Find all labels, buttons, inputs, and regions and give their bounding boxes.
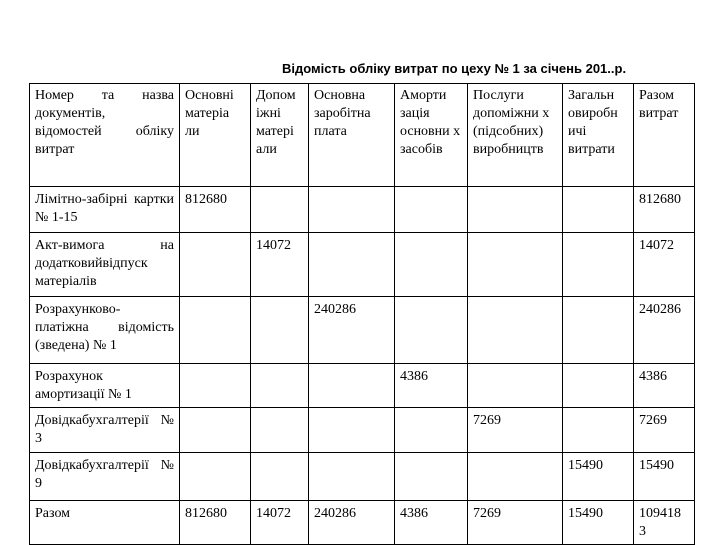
value-cell xyxy=(309,364,395,408)
value-cell xyxy=(395,453,468,501)
value-cell: 14072 xyxy=(251,233,309,297)
value-cell: 812680 xyxy=(180,187,251,233)
value-cell xyxy=(468,297,563,364)
totals-row xyxy=(30,501,695,545)
page-title: Відомість обліку витрат по цеху № 1 за січень 201..р. xyxy=(281,61,627,76)
header-row xyxy=(30,84,695,187)
header-cell-auxiliary-materials: Допом іжні матері али xyxy=(251,84,309,187)
total-auxiliary-services: 7269 xyxy=(468,501,563,545)
value-cell xyxy=(563,364,634,408)
value-cell: 7269 xyxy=(468,408,563,453)
total-auxiliary-materials: 14072 xyxy=(251,501,309,545)
document-cell: Довідкабухгалтерії № 3 xyxy=(30,408,180,453)
value-cell xyxy=(180,364,251,408)
total-base-salary: 240286 xyxy=(309,501,395,545)
table-row xyxy=(30,408,695,453)
value-cell xyxy=(563,233,634,297)
header-cell-base-salary: Основна заробітна плата xyxy=(309,84,395,187)
table-row xyxy=(30,297,695,364)
value-cell xyxy=(309,453,395,501)
value-cell xyxy=(468,233,563,297)
total-overhead: 15490 xyxy=(563,501,634,545)
total-cell: 14072 xyxy=(634,233,695,297)
value-cell xyxy=(563,408,634,453)
document-cell: Акт-вимога на додатковийвідпуск матеріалів xyxy=(30,233,180,297)
value-cell xyxy=(251,453,309,501)
value-cell xyxy=(468,453,563,501)
value-cell xyxy=(251,408,309,453)
document-cell: Розрахунок амортизації № 1 xyxy=(30,364,180,408)
value-cell xyxy=(309,233,395,297)
value-cell xyxy=(395,233,468,297)
table-row xyxy=(30,233,695,297)
value-cell xyxy=(468,187,563,233)
value-cell xyxy=(251,364,309,408)
document-cell: Довідкабухгалтерії № 9 xyxy=(30,453,180,501)
header-cell-auxiliary-services: Послуги допоміжни х (підсобних) виробництв xyxy=(468,84,563,187)
value-cell: 15490 xyxy=(563,453,634,501)
header-cell-raw-materials: Основні матеріа ли xyxy=(180,84,251,187)
total-cell: 812680 xyxy=(634,187,695,233)
table-row xyxy=(30,453,695,501)
total-cell: 15490 xyxy=(634,453,695,501)
value-cell xyxy=(309,408,395,453)
total-cell: 7269 xyxy=(634,408,695,453)
header-cell-overhead: Загальн овиробн ичі витрати xyxy=(563,84,634,187)
value-cell xyxy=(251,187,309,233)
total-raw-materials: 812680 xyxy=(180,501,251,545)
value-cell xyxy=(251,297,309,364)
value-cell xyxy=(180,297,251,364)
value-cell xyxy=(180,453,251,501)
value-cell xyxy=(563,297,634,364)
header-cell-total: Разом витрат xyxy=(634,84,695,187)
value-cell: 4386 xyxy=(395,364,468,408)
value-cell xyxy=(180,233,251,297)
table-row xyxy=(30,364,695,408)
total-cell: 240286 xyxy=(634,297,695,364)
grand-total: 109418 3 xyxy=(634,501,695,545)
value-cell xyxy=(468,364,563,408)
document-cell: Розрахунково-платіжна відомість (зведена) № 1 xyxy=(30,297,180,364)
header-cell-document: Номер та назва документів, відомостей обліку витрат xyxy=(30,84,180,187)
total-depreciation: 4386 xyxy=(395,501,468,545)
value-cell xyxy=(309,187,395,233)
value-cell: 240286 xyxy=(309,297,395,364)
document-cell: Лімітно-забірні картки № 1-15 xyxy=(30,187,180,233)
header-cell-depreciation: Аморти зація основни х засобів xyxy=(395,84,468,187)
totals-label: Разом xyxy=(30,501,180,545)
value-cell xyxy=(563,187,634,233)
value-cell xyxy=(180,408,251,453)
cost-ledger-table xyxy=(29,83,695,545)
value-cell xyxy=(395,297,468,364)
value-cell xyxy=(395,187,468,233)
table-row xyxy=(30,187,695,233)
total-cell: 4386 xyxy=(634,364,695,408)
value-cell xyxy=(395,408,468,453)
